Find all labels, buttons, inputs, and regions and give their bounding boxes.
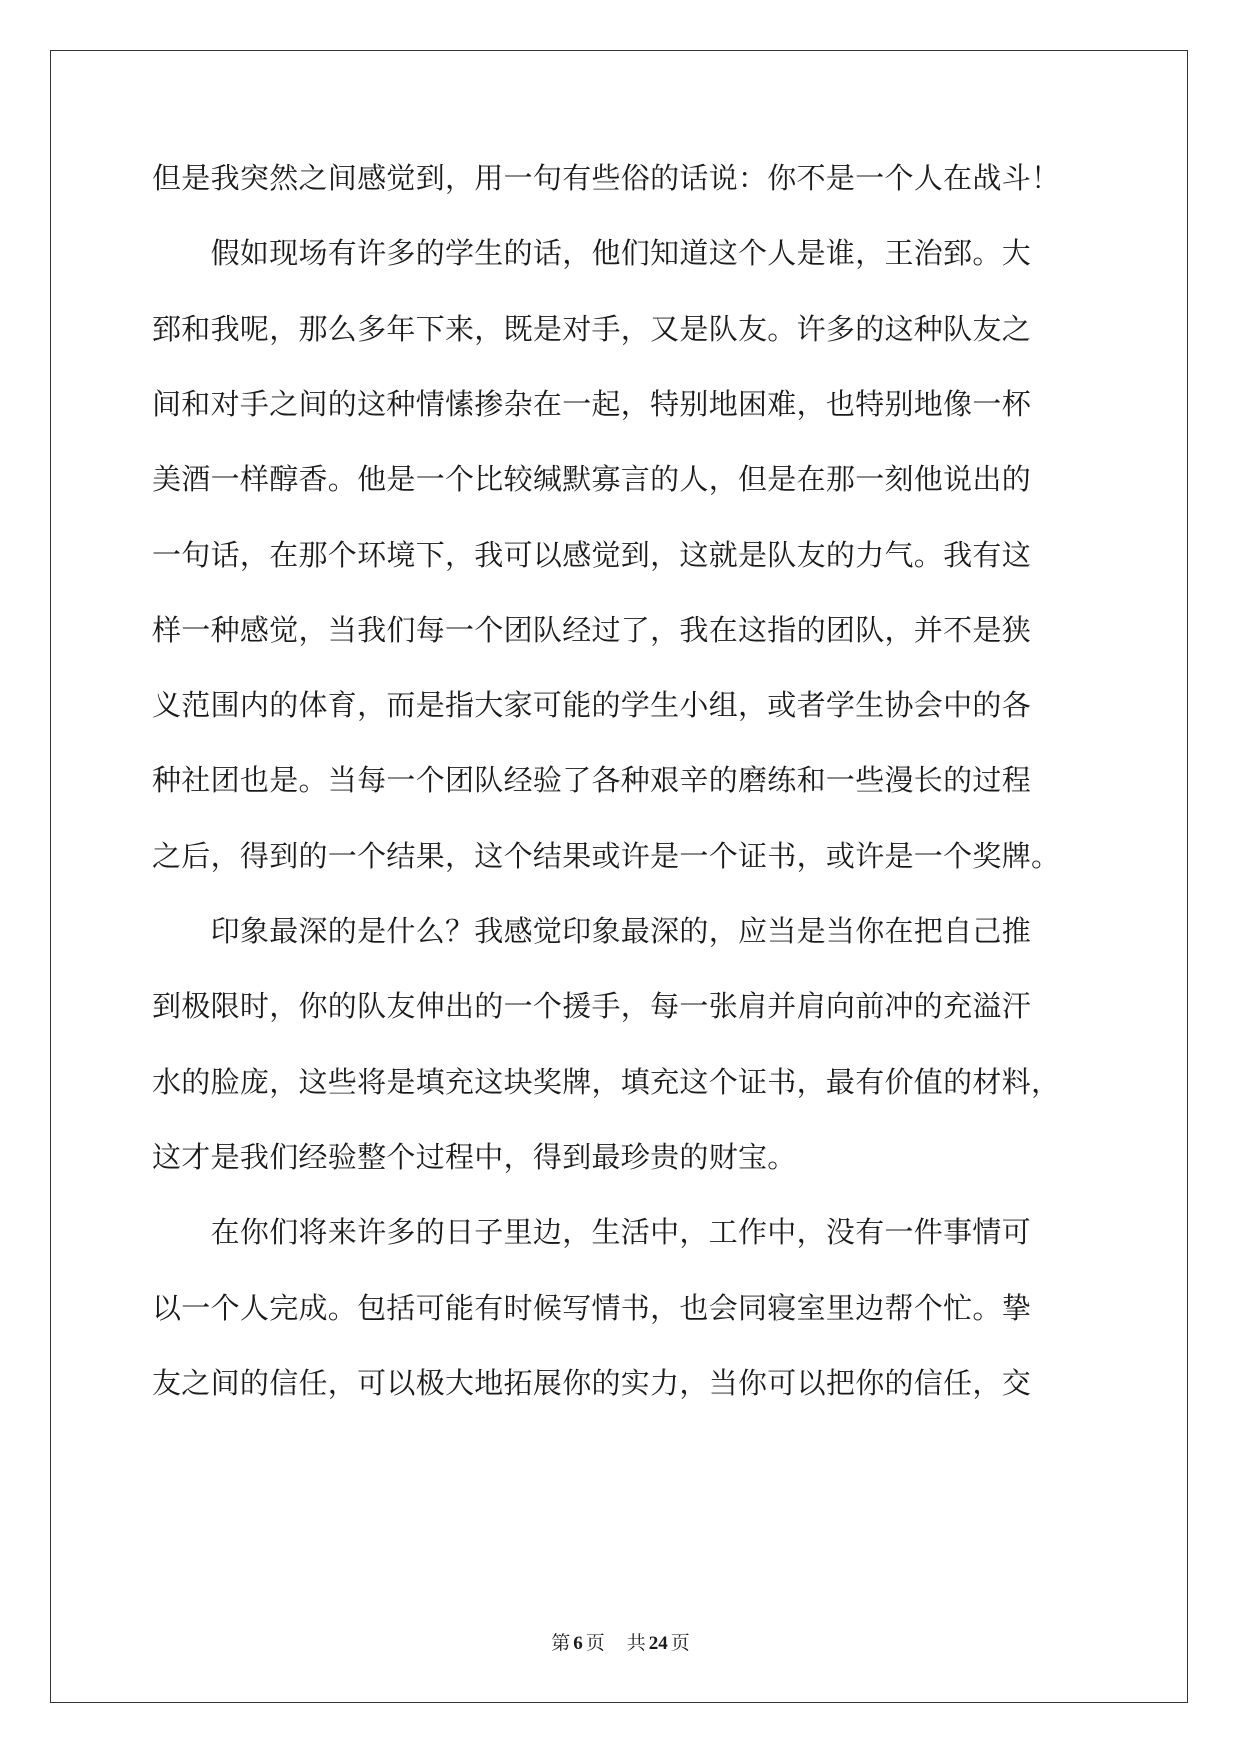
text-line: 样一种感觉，当我们每一个团队经过了，我在这指的团队，并不是狭 xyxy=(152,613,1032,647)
page-suffix: 页 xyxy=(585,1633,605,1654)
text-line: 在你们将来许多的日子里边，生活中，工作中，没有一件事情可 xyxy=(152,1215,1032,1249)
text-line: 到极限时，你的队友伸出的一个援手，每一张肩并肩向前冲的充溢汗 xyxy=(152,989,1032,1023)
text-line: 印象最深的是什么？我感觉印象最深的，应当是当你在把自己推 xyxy=(152,914,1032,948)
text-line: 义范围内的体育，而是指大家可能的学生小组，或者学生协会中的各 xyxy=(152,688,1032,722)
text-line: 间和对手之间的这种情愫掺杂在一起，特别地困难，也特别地像一杯 xyxy=(152,387,1032,421)
text-line: 假如现场有许多的学生的话，他们知道这个人是谁，王治郅。大 xyxy=(152,236,1032,270)
text-line: 种社团也是。当每一个团队经验了各种艰辛的磨练和一些漫长的过程 xyxy=(152,763,1032,797)
text-line: 友之间的信任，可以极大地拓展你的实力，当你可以把你的信任，交 xyxy=(152,1366,1032,1400)
text-line: 以一个人完成。包括可能有时候写情书，也会同寝室里边帮个忙。挚 xyxy=(152,1291,1032,1325)
page-border xyxy=(50,50,1188,1703)
text-line: 水的脸庞，这些将是填充这块奖牌，填充这个证书，最有价值的材料， xyxy=(152,1065,1061,1099)
total-prefix: 共 xyxy=(626,1633,646,1654)
text-line: 但是我突然之间感觉到，用一句有些俗的话说：你不是一个人在战斗！ xyxy=(152,161,1061,195)
page-footer xyxy=(0,1632,1241,1656)
total-pages: 24 xyxy=(648,1633,668,1654)
page-number: 6 xyxy=(573,1633,583,1654)
text-line: 之后，得到的一个结果，这个结果或许是一个证书，或许是一个奖牌。 xyxy=(152,839,1061,873)
text-line: 这才是我们经验整个过程中，得到最珍贵的财宝。 xyxy=(152,1140,797,1174)
text-line: 一句话，在那个环境下，我可以感觉到，这就是队友的力气。我有这 xyxy=(152,538,1032,572)
text-line: 郅和我呢，那么多年下来，既是对手，又是队友。许多的这种队友之 xyxy=(152,312,1032,346)
text-line: 美酒一样醇香。他是一个比较缄默寡言的人，但是在那一刻他说出的 xyxy=(152,462,1032,496)
total-suffix: 页 xyxy=(670,1633,690,1654)
page-prefix: 第 xyxy=(551,1633,571,1654)
